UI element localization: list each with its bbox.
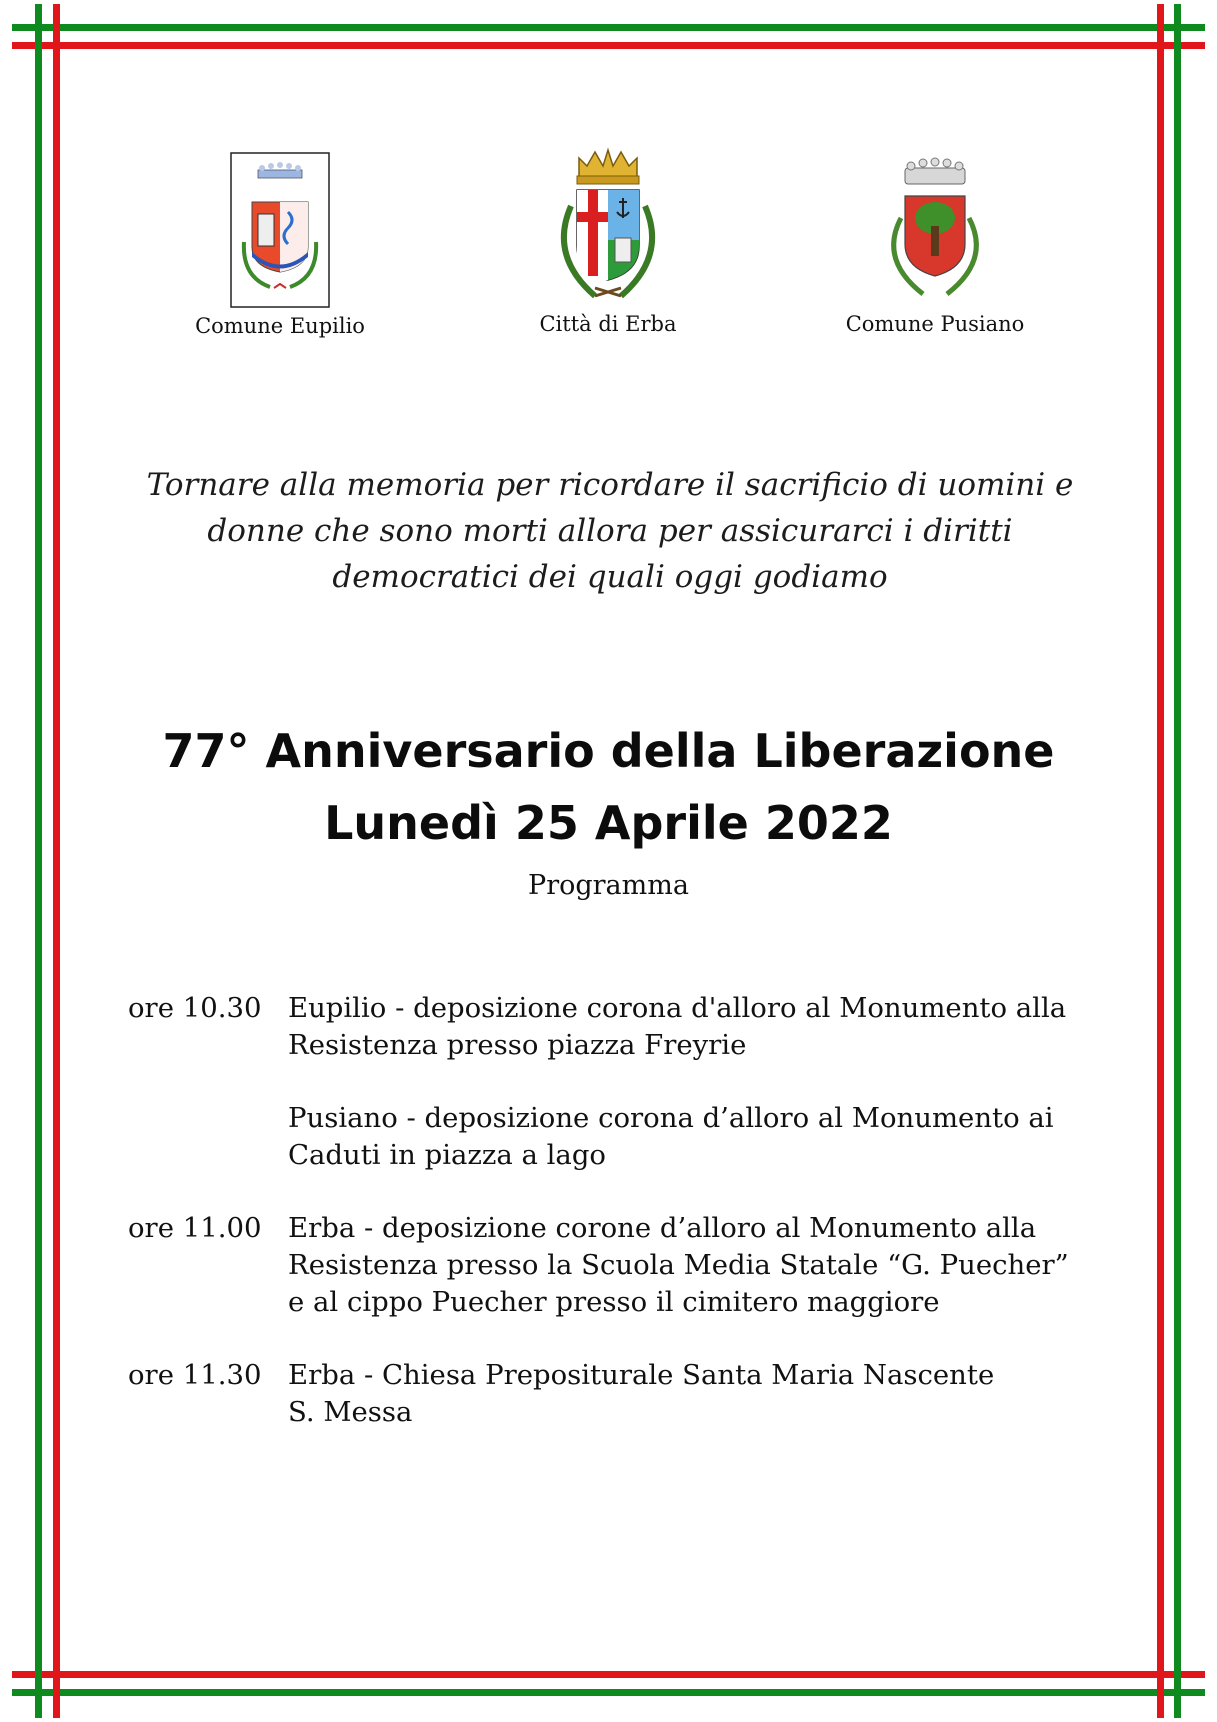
schedule-line: S. Messa bbox=[288, 1396, 413, 1428]
schedule-line: Pusiano - deposizione corona d’alloro al Monumento ai bbox=[288, 1102, 1054, 1134]
schedule-line: Erba - Chiesa Prepositurale Santa Maria Nascente bbox=[288, 1359, 995, 1391]
coat-of-arms-pusiano-icon bbox=[873, 156, 997, 306]
emblem-eupilio bbox=[160, 152, 400, 338]
event-title: 77° Anniversario della Liberazione bbox=[162, 724, 1055, 778]
schedule-line: Caduti in piazza a lago bbox=[288, 1139, 606, 1171]
schedule-time: ore 11.00 bbox=[128, 1212, 262, 1244]
event-date: Lunedì 25 Aprile 2022 bbox=[324, 796, 893, 850]
frame-right-red bbox=[1157, 4, 1164, 1718]
frame-left-green bbox=[35, 4, 42, 1718]
schedule-line: e al cippo Puecher presso il cimitero maggiore bbox=[288, 1286, 940, 1318]
quote-line: democratici dei quali oggi godiamo bbox=[332, 559, 888, 595]
schedule-item bbox=[128, 1357, 1088, 1431]
quote-line: Tornare alla memoria per ricordare il sacrificio di uomini e bbox=[146, 467, 1074, 503]
program-heading: Programma bbox=[528, 870, 689, 901]
schedule-line: Erba - deposizione corone d’alloro al Monumento alla bbox=[288, 1212, 1037, 1244]
schedule-description bbox=[288, 990, 1088, 1064]
frame-top-green bbox=[12, 24, 1205, 31]
schedule-time bbox=[128, 1100, 288, 1174]
emblem-pusiano bbox=[800, 156, 1070, 336]
quote-line: donne che sono morti allora per assicurarci i diritti bbox=[207, 513, 1013, 549]
schedule-description bbox=[288, 1100, 1088, 1174]
schedule-item bbox=[128, 1210, 1088, 1321]
schedule-line: Resistenza presso piazza Freyrie bbox=[288, 1029, 747, 1061]
frame-right-green bbox=[1174, 4, 1181, 1718]
coat-of-arms-erba-icon bbox=[543, 146, 673, 306]
schedule-time: ore 11.30 bbox=[128, 1359, 262, 1391]
schedule-description bbox=[288, 1357, 1088, 1431]
emblem-erba bbox=[478, 146, 738, 336]
program-schedule bbox=[128, 990, 1088, 1467]
schedule-item bbox=[128, 990, 1088, 1064]
frame-top-red bbox=[12, 42, 1205, 49]
frame-left-red bbox=[53, 4, 60, 1718]
coat-of-arms-eupilio-icon bbox=[230, 152, 330, 308]
frame-bottom-green bbox=[12, 1689, 1205, 1696]
schedule-item bbox=[128, 1100, 1088, 1174]
emblem-caption-pusiano: Comune Pusiano bbox=[845, 312, 1025, 336]
schedule-line: Resistenza presso la Scuola Media Statale “G. Puecher” bbox=[288, 1249, 1069, 1281]
schedule-time: ore 10.30 bbox=[128, 992, 262, 1024]
schedule-description bbox=[288, 1210, 1088, 1321]
commemoration-quote bbox=[120, 462, 1100, 600]
frame-bottom-red bbox=[12, 1671, 1205, 1678]
schedule-line: Eupilio - deposizione corona d'alloro al Monumento alla bbox=[288, 992, 1067, 1024]
emblem-caption-eupilio: Comune Eupilio bbox=[195, 314, 365, 338]
emblem-caption-erba: Città di Erba bbox=[539, 312, 677, 336]
